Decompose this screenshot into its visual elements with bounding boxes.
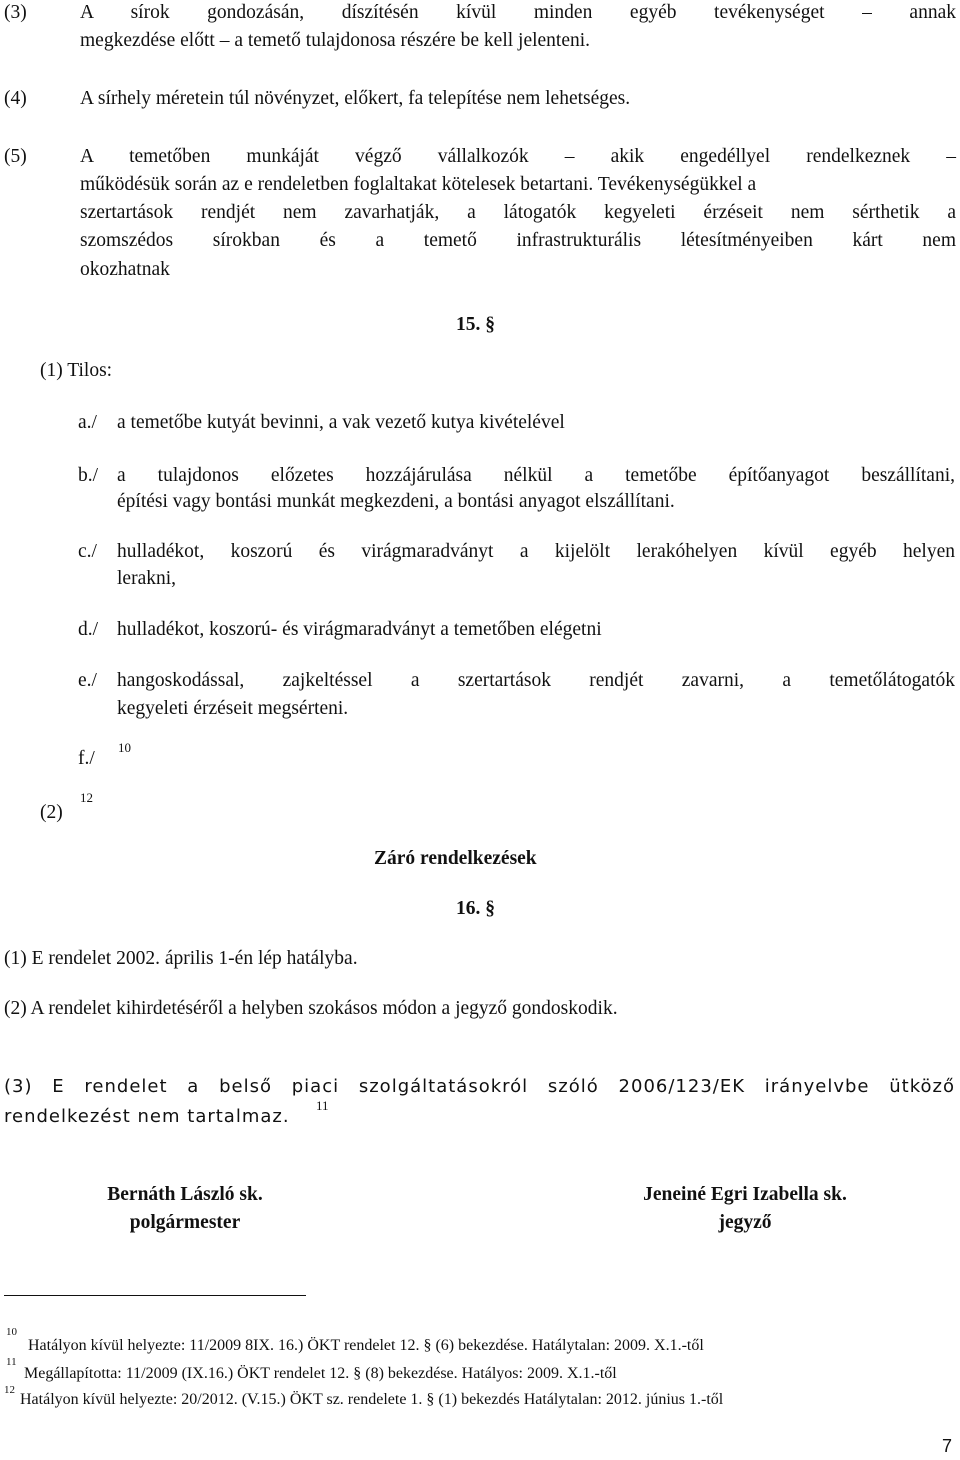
list-item-text: a temetőbe kutyát bevinni, a vak vezető kutya kivételével	[117, 412, 565, 433]
list-item-text: építési vagy bontási munkát megkezdeni, a bontási anyagot elszállítani.	[117, 491, 675, 512]
footnote-text: Hatályon kívül helyezte: 20/2012. (V.15.) ÖKT sz. rendelete 1. § (1) bekezdés Hatálytalan: 2012. június 1.-től	[20, 1391, 724, 1408]
list-item-label: f./	[78, 748, 95, 769]
section-title: Záró rendelkezések	[374, 848, 537, 869]
list-item-text: lerakni,	[117, 568, 177, 589]
signer-name: Bernáth László sk.	[107, 1184, 263, 1205]
footnote-text: Megállapította: 11/2009 (IX.16.) ÖKT rendelet 12. § (8) bekezdése. Hatályos: 2009. X.1.-től	[24, 1365, 617, 1382]
footnote-ref: 11	[316, 1098, 329, 1113]
paragraph-line: (3) E rendelet a belső piaci szolgáltatásokról szóló 2006/123/EK irányelvbe ütköző	[4, 1076, 955, 1097]
footnote-ref: 10	[118, 740, 131, 755]
paragraph-number: (5)	[4, 146, 27, 167]
footnote-text: Hatályon kívül helyezte: 11/2009 8IX. 16.) ÖKT rendelet 12. § (6) bekezdése. Hatálytalan: 2009. X.1.-től	[28, 1337, 704, 1354]
section-heading: 15. §	[456, 314, 495, 335]
footnote-number: 12	[4, 1384, 15, 1396]
list-item-label: a./	[78, 412, 97, 433]
paragraph-line: A sírok gondozásán, díszítésén kívül minden egyéb tevékenységet – annak	[80, 2, 956, 23]
footnote-ref: 12	[80, 790, 93, 805]
signer-title: jegyző	[718, 1212, 772, 1233]
section-paragraph-label: (2)	[40, 802, 63, 823]
paragraph-line: A temetőben munkáját végző vállalkozók – akik engedéllyel rendelkeznek –	[80, 146, 956, 167]
page-number: 7	[941, 1436, 952, 1456]
paragraph-line: működésük során az e rendeletben foglaltakat kötelesek betartani. Tevékenységükkel a	[80, 174, 757, 195]
paragraph-line: okozhatnak	[80, 259, 170, 280]
signer-name: Jeneiné Egri Izabella sk.	[643, 1184, 847, 1205]
paragraph-line: A sírhely méretein túl növényzet, előkert, fa telepítése nem lehetséges.	[80, 88, 631, 109]
paragraph-number: (4)	[4, 88, 27, 109]
footnote-number: 10	[6, 1326, 17, 1338]
paragraph-line: rendelkezést nem tartalmaz.	[4, 1106, 290, 1127]
list-item-text: hulladékot, koszorú és virágmaradványt a kijelölt lerakóhelyen kívül egyéb helyen	[117, 541, 955, 562]
list-item-label: e./	[78, 670, 97, 691]
list-item-text: hulladékot, koszorú- és virágmaradványt a temetőben elégetni	[117, 619, 602, 640]
list-item-text: hangoskodással, zajkeltéssel a szertartások rendjét zavarni, a temetőlátogatók	[117, 670, 955, 691]
list-item-label: c./	[78, 541, 97, 562]
paragraph-number: (3)	[4, 2, 27, 23]
final-paragraph-1: (1) E rendelet 2002. április 1-én lép hatályba.	[4, 948, 358, 969]
paragraph-line: szomszédos sírokban és a temető infrastrukturális létesítményeiben kárt nem	[80, 230, 956, 251]
paragraph-line: megkezdése előtt – a temető tulajdonosa részére be kell jelenteni.	[80, 30, 591, 51]
footnote-number: 11	[6, 1356, 17, 1368]
section-heading: 16. §	[456, 898, 495, 919]
section-paragraph-label: (1) Tilos:	[40, 360, 113, 381]
list-item-text: kegyeleti érzéseit megsérteni.	[117, 698, 349, 719]
signer-title: polgármester	[129, 1212, 241, 1233]
list-item-text: a tulajdonos előzetes hozzájárulása nélkül a temetőbe építőanyagot beszállítani,	[117, 465, 955, 486]
list-item-label: d./	[78, 619, 99, 640]
paragraph-line: szertartások rendjét nem zavarhatják, a látogatók kegyeleti érzéseit nem sérthetik a	[80, 202, 956, 223]
final-paragraph-2: (2) A rendelet kihirdetéséről a helyben szokásos módon a jegyző gondoskodik.	[4, 998, 618, 1019]
footnote-separator	[4, 1295, 306, 1296]
list-item-label: b./	[78, 465, 99, 486]
